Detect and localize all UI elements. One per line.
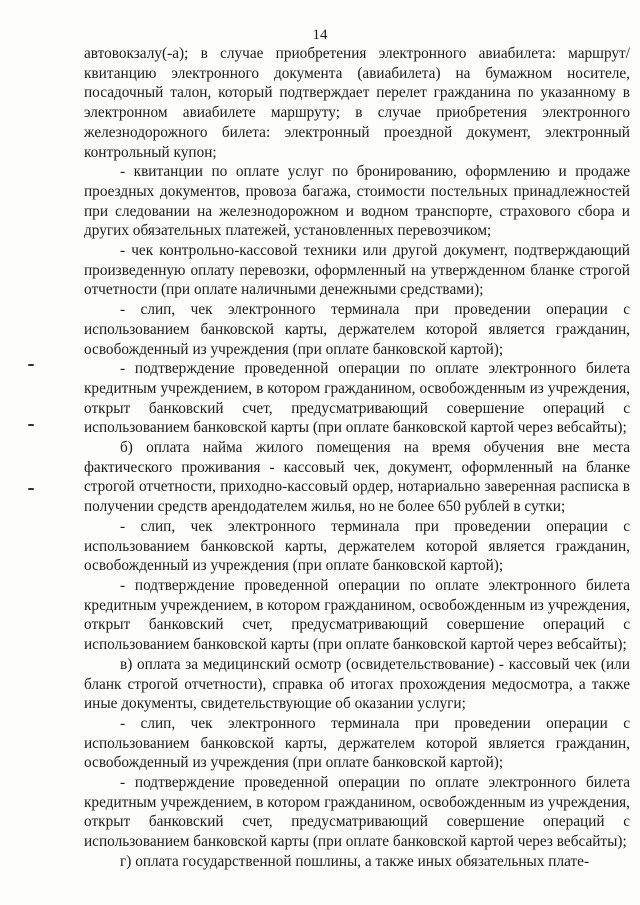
margin-mark (28, 364, 34, 366)
paragraph-terminal-slip: - слип, чек электронного терминала при проведении операции с использованием банковской карты, держателем которой является гражданин, освобожденный из учреждения (при оплате банковской картой); (84, 301, 630, 358)
paragraph-item-v: в) оплата за медицинский осмотр (освидетельствование) - кассовый чек (или бланк строгой отчетности), справка об итогах прохождения медосмотра, а также иные документы, свидетельствующие об оказании услуги; (84, 655, 630, 713)
paragraph-payment-confirmation: - подтверждение проведенной операции по оплате электронного билета кредитным учреждением, в котором гражданином, освобожденным из учреждения, открыт банковский счет, предусматривающий совершение операций с использованием банковской карты (при оплате банковской картой через вебсайты); (84, 360, 630, 437)
paragraph-terminal-slip: - слип, чек электронного терминала при проведении операции с использованием банковской карты, держателем которой является гражданин, освобожденный из учреждения (при оплате банковской картой); (84, 517, 630, 575)
paragraph-item-g: г) оплата государственной пошлины, а также иных обязательных плате- (120, 852, 590, 870)
paragraph-item-b: б) оплата найма жилого помещения на время обучения вне места фактического проживания - кассовый чек, документ, оформленный на бланке строгой отчетности, приходно-кассовый ордер, нотариально заверенная расписка в получении средств арендодателем жилья, но не более 650 рублей в сутки; (84, 439, 630, 516)
paragraph-terminal-slip: - слип, чек электронного терминала при проведении операции с использованием банковской карты, держателем которой является гражданин, освобожденный из учреждения (при оплате банковской картой); (84, 714, 630, 772)
paragraph-receipts-booking: - квитанции по оплате услуг по бронированию, оформлению и продаже проездных документов, провоза багажа, стоимости постельных принадлежностей при следовании на железнодорожном и водном транспорте, страхового сбора и других обязательных платежей, установленных перевозчиком; (84, 163, 630, 240)
margin-mark (28, 488, 34, 490)
paragraph-cash-register-check: - чек контрольно-кассовой техники или другой документ, подтверждающий произведенную оплату перевозки, оформленный на утвержденном бланке строгой отчетности (при оплате наличными денежными средствами); (84, 242, 630, 299)
paragraph-payment-confirmation: - подтверждение проведенной операции по оплате электронного билета кредитным учреждением, в котором гражданином, освобожденным из учреждения, открыт банковский счет, предусматривающий совершение операций с использованием банковской карты (при оплате банковской картой через вебсайты); (84, 774, 630, 851)
margin-mark (28, 424, 34, 426)
paragraph-continuation: автовокзалу(-а); в случае приобретения электронного авиабилета: маршрут/квитанцию электронного документа (авиабилета) на бумажном носителе, посадочный талон, который подтверждает перелет гражданина по указанному в электронном авиабилете маршруту; в случае приобретения электронного железнодорожного билета: электронный проездной документ, электронный контрольный купон; (84, 45, 630, 161)
body-text (84, 44, 630, 872)
paragraph-payment-confirmation: - подтверждение проведенной операции по оплате электронного билета кредитным учреждением, в котором гражданином, освобожденным из учреждения, открыт банковский счет, предусматривающий совершение операций с использованием банковской карты (при оплате банковской картой через вебсайты); (84, 576, 630, 654)
page-number: 14 (312, 27, 328, 43)
